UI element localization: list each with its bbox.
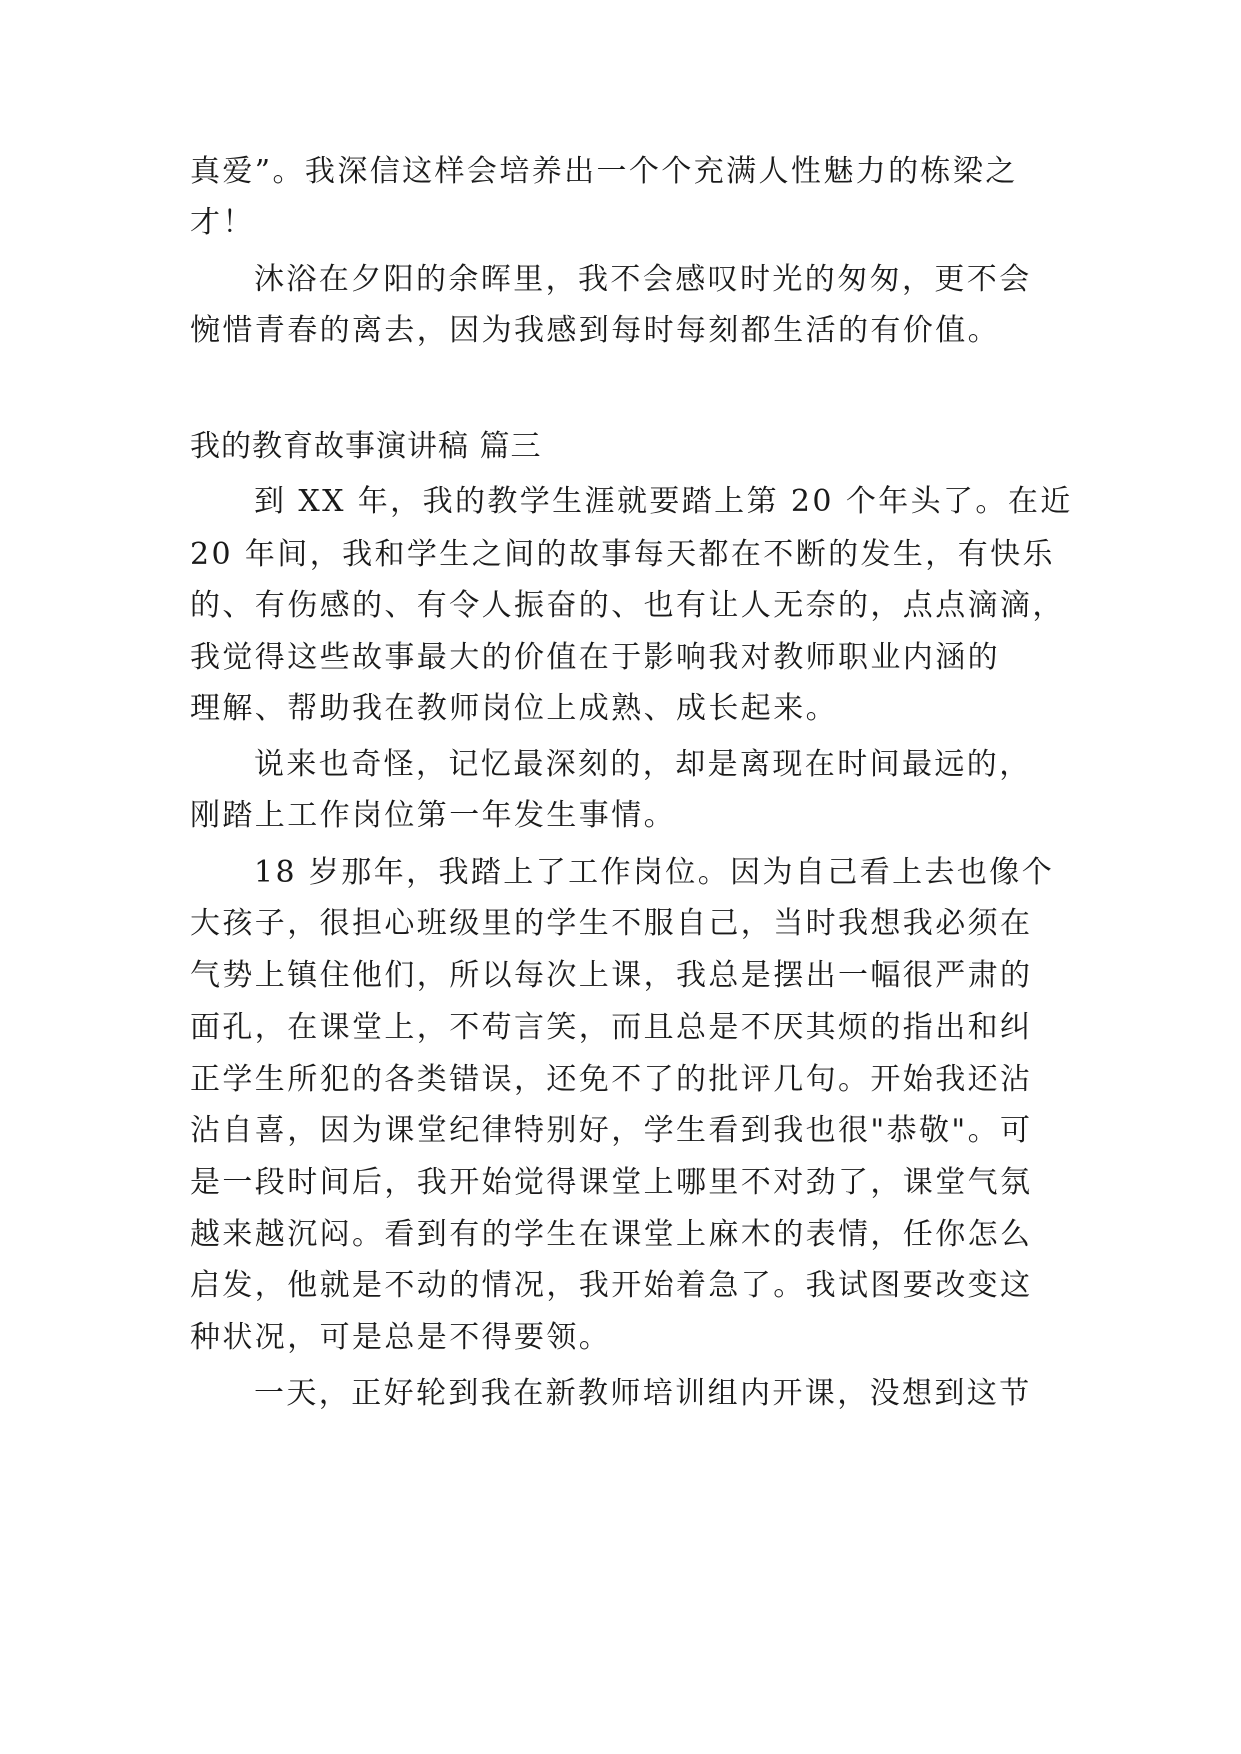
text-line: 一天，正好轮到我在新教师培训组内开课，没想到这节 <box>254 1376 1032 1411</box>
section-heading: 我的教育故事演讲稿 篇三 <box>190 429 542 464</box>
text-line: 的、有伤感的、有令人振奋的、也有让人无奈的，点点滴滴， <box>190 588 1065 623</box>
text-line: 气势上镇住他们，所以每次上课，我总是摆出一幅很严肃的 <box>190 958 1033 993</box>
text-line: 正学生所犯的各类错误，还免不了的批评几句。开始我还沾 <box>190 1062 1033 1097</box>
text-line: 到 XX 年，我的教学生涯就要踏上第 20 个年头了。在近 <box>254 484 1073 519</box>
text-line: 启发，他就是不动的情况，我开始着急了。我试图要改变这 <box>190 1268 1033 1303</box>
text-line: 是一段时间后，我开始觉得课堂上哪里不对劲了，课堂气氛 <box>190 1165 1033 1200</box>
text-line: 说来也奇怪，记忆最深刻的，却是离现在时间最远的， <box>254 747 1032 782</box>
text-line: 惋惜青春的离去，因为我感到每时每刻都生活的有价值。 <box>190 313 1000 348</box>
text-line: 20 年间，我和学生之间的故事每天都在不断的发生，有快乐 <box>190 537 1055 572</box>
text-line: 种状况，可是总是不得要领。 <box>190 1320 612 1355</box>
text-line: 面孔，在课堂上，不苟言笑，而且总是不厌其烦的指出和纠 <box>190 1010 1033 1045</box>
text-line: 大孩子，很担心班级里的学生不服自己，当时我想我必须在 <box>190 906 1033 941</box>
text-line: 18 岁那年，我踏上了工作岗位。因为自己看上去也像个 <box>254 855 1055 890</box>
text-line: 越来越沉闷。看到有的学生在课堂上麻木的表情，任你怎么 <box>190 1217 1033 1252</box>
text-line: 刚踏上工作岗位第一年发生事情。 <box>190 798 676 833</box>
text-line: 理解、帮助我在教师岗位上成熟、成长起来。 <box>190 691 838 726</box>
text-line: 真爱”。我深信这样会培养出一个个充满人性魅力的栋梁之 <box>190 154 1018 189</box>
text-line: 才！ <box>190 205 255 240</box>
text-line: 沐浴在夕阳的余晖里，我不会感叹时光的匆匆，更不会 <box>254 262 1032 297</box>
text-line: 沾自喜，因为课堂纪律特别好，学生看到我也很"恭敬"。可 <box>190 1113 1033 1148</box>
text-line: 我觉得这些故事最大的价值在于影响我对教师职业内涵的 <box>190 640 1000 675</box>
